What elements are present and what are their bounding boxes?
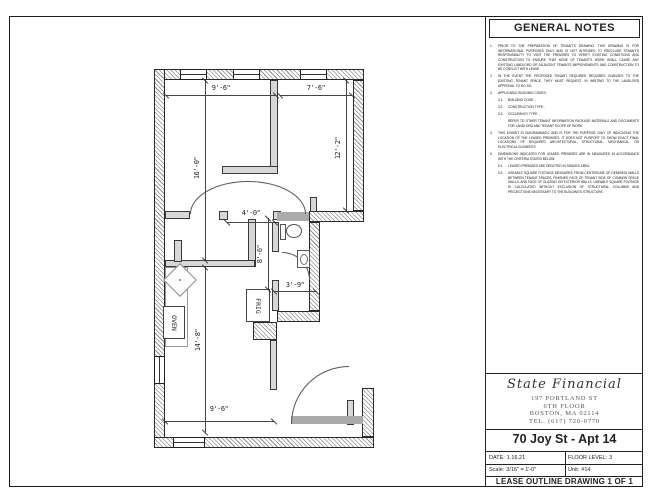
address-line: 6TH FLOOR: [543, 402, 586, 410]
interior-wall-hall-top: [222, 166, 278, 174]
wall-step-block: [253, 322, 277, 340]
date-label: DATE:: [489, 455, 505, 461]
note-text: USEABLE SQUARE FOOTAGE MEASURED FROM CENTERLINE OF DEMISING WALLS BETWEEN TENANT SPACES, FINISHED FACE OF TENANT SIDE OF COMMON SPACE WALLS, AND FACE OF GLAZING ON EXTERIOR WALLS. USEABLE SQUARE FOOTAGE IS CALCULATED WITHOUT EXCLUSION OF STRUCTURAL COLUMNS AND PROJECTIONS NECESSARY TO THE BUILDING'S STRUCTURE.: [508, 171, 639, 194]
interior-wall-arch-stub: [165, 211, 190, 219]
note-item: [490, 105, 639, 110]
note-number: [498, 119, 508, 128]
dimension-label: 14'-8": [194, 328, 202, 352]
oven: [163, 306, 185, 339]
note-number: 5.2.: [498, 171, 504, 176]
dimension-label: 16'-0": [193, 156, 201, 180]
note-item: [490, 44, 639, 72]
note-number: 3.: [490, 90, 493, 95]
address-line: BOSTON, MA 02114: [529, 410, 600, 417]
bathroom-sink-bowl: [300, 254, 308, 265]
scale-value: 3/16" = 1'-0": [506, 467, 537, 473]
note-text: THIS EXHIBIT IS DIAGRAMMATIC AND IS FOR THE PURPOSE ONLY OF INDICATING THE LOCATION OF THE LEASED PREMISES. IT DOES NOT PURPORT TO SHOW EXACT FINAL LOCATIONS OF REQUIRED ARCHITECTURAL, STRUCTURAL, MECHANICAL, OR ELECTRICAL ELEMENTS.: [498, 131, 639, 150]
window: [300, 69, 327, 80]
company-name: State Financial: [507, 377, 622, 392]
dimension-line: [166, 95, 276, 96]
dimension-label: 3'-9": [285, 281, 305, 289]
note-text: LEASED PREMISES ARE DENOTED IN SHADED AREA.: [508, 163, 591, 168]
wall-right-room-bottom: [309, 211, 364, 222]
refrigerator: [246, 289, 270, 322]
exterior-wall-right: [353, 80, 364, 211]
floor-field: [568, 452, 612, 464]
dimension-label: 4'-0": [241, 209, 261, 217]
note-text: PRIOR TO THE PREPARATION OF TENANT'S DRAWING. THIS DRAWING IS FOR INFORMATIONAL PURPOSES ONLY AND IS NOT INTENDED TO PRECLUDE TENANT'S RESPONSIBILITY TO VISIT THE PREMISES TO VERIFY EXISTING CONDITIONS AND CONSTRUCTION TO ENSURE THAT NONE OF TENANT'S WORK SHALL CAUSE ANY EXISTING LANDLORD OR ADJACENT TENANTS IMPROVEMENTS AND CONSTRUCTION TO BE CONFLICT WITH LEASE.: [498, 44, 639, 72]
exterior-wall-left: [154, 69, 165, 448]
window: [173, 437, 205, 448]
interior-wall-stub: [174, 240, 182, 262]
dimension-label: 9'-6": [209, 405, 229, 413]
sheet-title: LEASE OUTLINE DRAWING 1 OF 1: [495, 477, 634, 486]
note-number: 3.1.: [498, 97, 504, 102]
note-text: OCCUPANCY TYPE: -: [508, 112, 541, 117]
note-number: 2.: [490, 74, 493, 79]
dimension-line: [346, 80, 347, 211]
address-line: TEL. (617) 720-0770: [529, 417, 600, 425]
note-item: [490, 171, 639, 194]
window: [233, 69, 260, 80]
address-line: 197 PORTLAND ST: [531, 395, 598, 402]
general-notes-title: GENERAL NOTES: [489, 19, 640, 38]
dimension-line: [165, 421, 274, 422]
window: [154, 356, 165, 384]
note-item: [490, 164, 639, 169]
floor-value: 3: [609, 455, 613, 461]
dimension-line: [268, 218, 269, 290]
note-text: REFER TO OTHER TENANT INFORMATION PACKAGE MATERIALS AND DOCUMENTS FOR LANDLORD AND TENANT SCOPE OF WORK.: [508, 119, 639, 128]
note-text: CONSTRUCTION TYPE: -: [508, 105, 546, 110]
toilet-bowl: [286, 224, 302, 238]
dimension-line: [205, 80, 206, 261]
note-item: [490, 91, 639, 96]
note-number: 1.: [490, 44, 493, 48]
dimension-label: 12'-2": [334, 136, 342, 160]
unit-title: 70 Joy St - Apt 14: [512, 432, 617, 446]
interior-wall-bath-left-upper: [272, 222, 279, 252]
dimension-line: [274, 291, 316, 292]
note-number: 5.: [490, 152, 493, 157]
note-text: IN THE EVENT THE PROPOSED TENANT REQUIRED REQUIRES CHANGES TO THE EXISTING TENANT SPACE, THEY MUST REQUEST, IN WRITING TO THE LANDLORD APPROVAL TO DO SO.: [498, 74, 639, 88]
titleblock-divider: [486, 373, 643, 374]
company-address: [486, 395, 643, 425]
note-text: BUILDING CODE: -: [508, 97, 536, 102]
sink-drain-dot: [179, 279, 181, 281]
note-number: 3.2.: [498, 105, 504, 110]
note-item: [490, 131, 639, 150]
note-item: [490, 119, 639, 128]
date-field: [489, 452, 525, 464]
wall-bath-right: [309, 222, 320, 311]
note-text: APPLICABLE BUILDING CODES:: [498, 90, 547, 95]
note-item: [490, 112, 639, 117]
oven-label: OVEN: [170, 314, 178, 331]
general-notes-list: [490, 44, 639, 197]
unit-label: Unit:: [568, 467, 580, 473]
dimension-label: 9'-6": [211, 84, 231, 92]
scale-field: [489, 464, 536, 476]
note-item: [490, 152, 639, 161]
dimension-label: 7'-6": [306, 84, 326, 92]
note-number: 3.3.: [498, 112, 504, 117]
floor-label: FLOOR LEVEL:: [568, 455, 608, 461]
unit-value: #14: [581, 467, 591, 473]
wall-bath-bottom: [277, 311, 320, 322]
note-number: 4.: [490, 131, 493, 136]
dimension-label: 8'-6": [256, 244, 264, 264]
door-jamb-right-room: [310, 197, 317, 212]
note-text: DIMENSIONS INDICATED FOR LEASED PREMISES ARE IN MEASURED IN ACCORDANCE WITH THE CRITERIA STATED BELOW:: [498, 152, 639, 161]
note-item: [490, 98, 639, 103]
note-number: 5.1.: [498, 163, 504, 168]
note-item: [490, 74, 639, 88]
date-value: 1.16.21: [506, 455, 526, 461]
unit-field: [568, 464, 591, 476]
refrigerator-label: FRIG: [254, 297, 262, 314]
interior-wall-entry: [270, 340, 277, 390]
wall-entry-right: [362, 388, 374, 437]
dimension-line: [280, 95, 352, 96]
scale-label: Scale:: [489, 467, 505, 473]
